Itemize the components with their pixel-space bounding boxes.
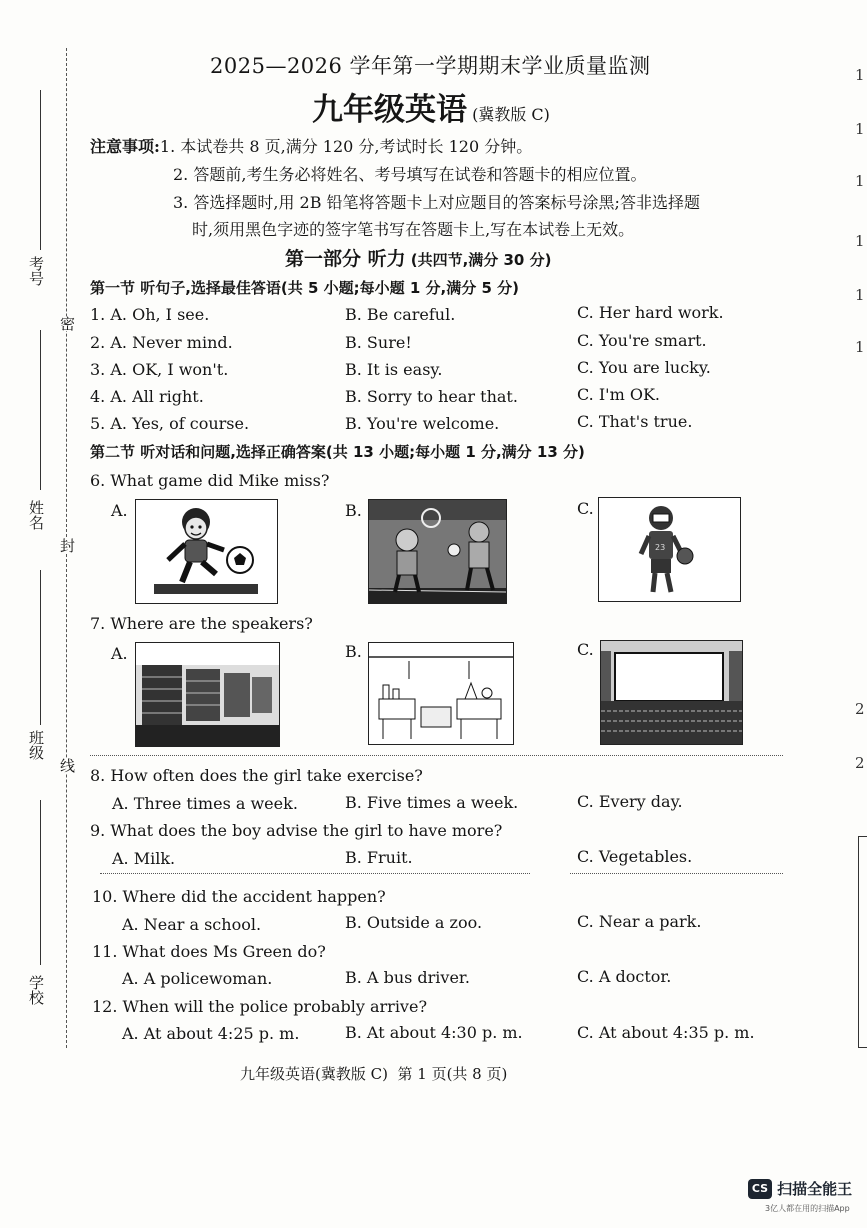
q3-option-a: 3. A. OK, I won't. <box>90 360 229 379</box>
xuexiao-label: 学校 <box>27 975 45 1005</box>
edge-mark: 1 <box>855 338 865 356</box>
q7-label-b: B. <box>345 642 362 661</box>
library-bookshelves-icon <box>136 643 279 746</box>
separator <box>100 873 530 874</box>
q7-label-c: C. <box>577 640 594 659</box>
scanner-watermark <box>748 1178 852 1199</box>
brand-name: 扫描全能王 <box>777 1180 853 1198</box>
separator <box>570 873 783 874</box>
subject-edition: (冀教版 C) <box>472 105 550 124</box>
svg-text:23: 23 <box>655 543 666 552</box>
boy-kicking-soccer-ball-icon <box>136 500 277 603</box>
q5-option-a: 5. A. Yes, of course. <box>90 414 250 433</box>
part1-name: 第一部分 听力 <box>285 248 406 270</box>
notes-line-3: 3. 答选择题时,用 2B 铅笔将答题卡上对应题目的答案标号涂黑;答非选择题 <box>173 193 700 212</box>
q1-option-a: 1. A. Oh, I see. <box>90 305 210 324</box>
q2-option-b: B. Sure! <box>345 333 412 352</box>
two-kids-playing-basketball-icon <box>369 500 506 603</box>
xingming-label: 姓名 <box>27 500 45 530</box>
seal-feng: 封 <box>58 538 76 553</box>
q8-option-c: C. Every day. <box>577 792 683 811</box>
edge-mark: 1 <box>855 232 865 250</box>
q11-question: 11. What does Ms Green do? <box>92 942 326 961</box>
q9-option-b: B. Fruit. <box>345 848 413 867</box>
cinema-screen-icon <box>601 641 742 744</box>
banji-underline <box>40 570 41 725</box>
q7-image-b <box>368 642 514 745</box>
section1-title: 第一节 听句子,选择最佳答语(共 5 小题;每小题 1 分,满分 5 分) <box>90 279 519 297</box>
q9-option-a: A. Milk. <box>112 849 176 868</box>
q12-option-a: A. At about 4:25 p. m. <box>122 1024 300 1043</box>
section2-title: 第二节 听对话和问题,选择正确答案(共 13 小题;每小题 1 分,满分 13 分) <box>90 443 585 461</box>
q7-question: 7. Where are the speakers? <box>90 614 313 633</box>
q5-option-b: B. You're welcome. <box>345 414 500 433</box>
q4-option-a: 4. A. All right. <box>90 387 204 406</box>
q7-label-a: A. <box>111 644 128 663</box>
q2-option-a: 2. A. Never mind. <box>90 333 233 352</box>
science-lab-icon <box>369 643 513 744</box>
brand-tagline: 3亿人都在用的扫描App <box>765 1204 850 1213</box>
edge-mark: 1 <box>855 172 865 190</box>
subject-name: 九年级英语 <box>312 92 467 128</box>
kaohao-label: 考号 <box>27 256 45 286</box>
q1-option-c: C. Her hard work. <box>577 303 724 322</box>
page-footer: 九年级英语(冀教版 C) 第 1 页(共 8 页) <box>240 1065 508 1083</box>
edge-box <box>858 836 867 1048</box>
notes-text-1: 1. 本试卷共 8 页,满分 120 分,考试时长 120 分钟。 <box>159 137 533 156</box>
edge-mark: 1 <box>855 286 865 304</box>
q12-question: 12. When will the police probably arrive? <box>92 997 428 1016</box>
xuexiao-underline <box>40 800 41 965</box>
seal-mi: 密 <box>58 316 76 331</box>
q6-question: 6. What game did Mike miss? <box>90 471 330 490</box>
q6-image-b <box>368 499 507 604</box>
q7-image-c <box>600 640 743 745</box>
q3-option-b: B. It is easy. <box>345 360 443 379</box>
notes-line-1 <box>90 134 532 157</box>
exam-title: 2025—2026 学年第一学期期末学业质量监测 <box>210 54 651 78</box>
q6-image-a <box>135 499 278 604</box>
q4-option-b: B. Sorry to hear that. <box>345 387 518 406</box>
q7-image-a <box>135 642 280 747</box>
q5-option-c: C. That's true. <box>577 412 693 431</box>
cs-logo-icon: CS <box>748 1179 772 1199</box>
q11-option-c: C. A doctor. <box>577 967 672 986</box>
q8-option-b: B. Five times a week. <box>345 793 519 812</box>
edge-mark: 2 <box>855 754 865 772</box>
q1-option-b: B. Be careful. <box>345 305 456 324</box>
q6-label-c: C. <box>577 499 594 518</box>
q12-option-c: C. At about 4:35 p. m. <box>577 1023 755 1042</box>
q6-image-c <box>598 497 741 602</box>
seal-xian: 线 <box>58 758 76 773</box>
banji-label: 班级 <box>27 730 45 760</box>
q12-option-b: B. At about 4:30 p. m. <box>345 1023 523 1042</box>
q10-option-a: A. Near a school. <box>122 915 262 934</box>
q2-option-c: C. You're smart. <box>577 331 707 350</box>
girl-holding-basketball-icon <box>599 498 740 601</box>
notes-line-4: 时,须用黑色字迹的签字笔书写在答题卡上,写在本试卷上无效。 <box>192 220 635 239</box>
part1-title <box>285 244 551 271</box>
notes-label: 注意事项: <box>90 137 160 156</box>
q11-option-a: A. A policewoman. <box>122 969 273 988</box>
kaohao-underline <box>40 90 41 250</box>
edge-mark: 1 <box>855 66 865 84</box>
q6-label-b: B. <box>345 501 362 520</box>
subject-title <box>312 84 550 129</box>
edge-mark: 1 <box>855 120 865 138</box>
q9-option-c: C. Vegetables. <box>577 847 693 866</box>
q10-question: 10. Where did the accident happen? <box>92 887 386 906</box>
part1-detail: (共四节,满分 30 分) <box>410 251 552 269</box>
q10-option-c: C. Near a park. <box>577 912 702 931</box>
notes-line-2: 2. 答题前,考生务必将姓名、考号填写在试卷和答题卡的相应位置。 <box>173 165 647 184</box>
xingming-underline <box>40 330 41 490</box>
q9-question: 9. What does the boy advise the girl to have more? <box>90 821 503 840</box>
q4-option-c: C. I'm OK. <box>577 385 660 404</box>
q11-option-b: B. A bus driver. <box>345 968 470 987</box>
separator <box>90 755 783 756</box>
q10-option-b: B. Outside a zoo. <box>345 913 483 932</box>
q8-question: 8. How often does the girl take exercise? <box>90 766 423 785</box>
q6-label-a: A. <box>111 501 128 520</box>
q8-option-a: A. Three times a week. <box>112 794 298 813</box>
edge-mark: 2 <box>855 700 865 718</box>
q3-option-c: C. You are lucky. <box>577 358 711 377</box>
